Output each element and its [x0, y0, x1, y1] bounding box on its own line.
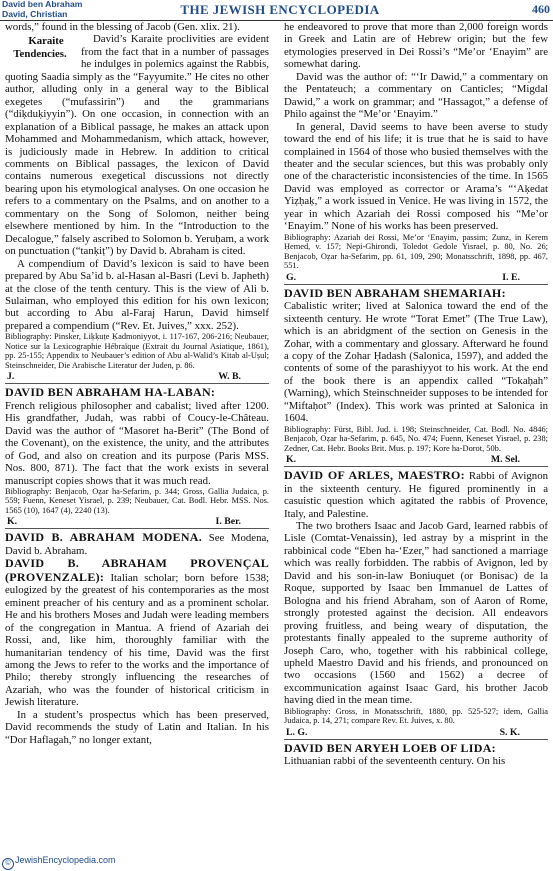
- left-column: [5, 21, 269, 851]
- paragraph: David was the author of: “‘Ir Dawid,” a commentary on the Pentateuch; a commentary on Canticles; “Migdal Dawid,” a work on grammar; and “Hassagot,” a defense of Philo against the “Me’or ‘Enayim.”: [284, 70, 548, 121]
- paragraph: A compendium of David’s lexicon is said to have been prepared by Abu Sa’id b. al-Hasan al-Basri (Levi b. Japheth) at the close of the tenth century. This is the view of Ali b. Sulaiman, who employed this edition for his own lexicon; but according to Abu al-Faraj Harun, David himself prepared a compendium (“Rev. Et. Juives,” xxx. 252).: [5, 257, 269, 332]
- bibliography: Bibliography: Benjacob, Oẓar ha-Sefarim, p. 344; Gross, Gallia Judaica, p. 559; Fuenn, Keneset Yisrael, p. 239; Neubauer, Cat. Bodl. Hebr. MSS. Nos. 1565 (10), 1647 (4), 2240 (13).: [5, 486, 269, 515]
- site-name: JewishEncyclopedia.com: [15, 855, 116, 865]
- cross-reference-text: See Modena, David b. Abraham.: [5, 532, 269, 557]
- cross-reference: [5, 531, 269, 557]
- paragraph: The two brothers Isaac and Jacob Gard, learned rabbis of Lisle (Comtat-Venaissin), led astray by a misprint in the rabbinical code “Eben ha-‘Ezer,” had sanctioned a marriage which was really forbidden. The rabbis of Avignon, led by David and his son-in-law Boniuquet (or Bonisac) de la Roque, supported by Isaac ben Immanuel de Lattes of Bologna and his friend Abraham, son of Aaron of Rome, strongly protested against the decision. All endeavors proving fruitless, and being weary of disputation, the protestants finally appealed to the supreme authority of Joseph Caro, who, together with his rabbinical college, upheld Maestro David and his friends, and pronounced on two occasions (1560 and 1562) a decree of excommunication against Isaac Gard, his brother Jacob having died in the mean time.: [284, 520, 548, 707]
- page-header: [0, 0, 553, 21]
- right-column: [284, 21, 548, 851]
- page-number: 460: [532, 2, 550, 16]
- paragraph-text: Rabbi of Avignon in the sixteenth century. He figured prominently in a casuistic question which agitated the rabbis of Provence, Italy, and Palestine.: [284, 470, 548, 520]
- signature-line: [284, 726, 548, 740]
- signature-left: J.: [7, 371, 15, 383]
- bibliography: Bibliography: Gross, in Monatsschrift, 1880, pp. 525-527; idem, Gallia Judaica, p. 14, 271; compare Rev. Et. Juives, x. 80.: [284, 706, 548, 726]
- paragraph: he endeavored to prove that more than 2,000 foreign words in Greek and Latin are of Hebrew origin; but the few etymologies preserved in Dei Rossi’s “Me’or ‘Enayim” are somewhat daring.: [284, 21, 548, 71]
- paragraph: In general, David seems to have been averse to study toward the end of his life; it is true that he is said to have complained in 1564 of those who busied themselves with the theater and the secular sciences, but this was probably only one of the characteristic inconsistencies of the time. In 1565 David was employed as corrector or Arama’s “‘Aḳedat Yiẓḥaḳ,” a work issued in Venice. He was living in 1572, the year in which Azariah dei Rossi composed his “Me’or ‘Enayim.” None of his works has been preserved.: [284, 120, 548, 233]
- bibliography: Bibliography: Azariah dei Rossi, Me’or ‘Enayim, passim; Zunz, in Kerem Ḥemed, v. 157; Nepi-Ghirondi, Toledot Gedole Yisrael, p. 80, No. 26; Benjacob, Oẓar ha-Sefarim, pp. 61, 109, 290; Monatsschrift, 1898, pp. 467, 551.: [284, 232, 548, 271]
- article-heading: [5, 386, 269, 399]
- signature-left: L. G.: [286, 726, 308, 738]
- signature-left: G.: [286, 271, 297, 283]
- signature-right: S. K.: [499, 726, 520, 738]
- running-head-first: David ben Abraham: [2, 0, 83, 9]
- copyright-icon: ©: [2, 858, 14, 870]
- article-heading: [284, 287, 548, 300]
- bibliography: Bibliography: Pinsker, Liḳḳuṭe Ḳadmoniyyot, i. 117-167, 206-216; Neubauer, Notice sur la Lexicographie Hébraïque (Extrait du Journal Asiatique, 1861), pp. 25-155; Appendix to Neubauer’s edition of Abu al-Walid’s Kitab al-Uṣul; Steinschneider, Die Arabische Literatur der Juden, p. 86.: [5, 332, 269, 370]
- paragraph: French religious philosopher and cabalist; lived after 1200. His grandfather, Judah, was rabbi of Coucy-le-Château. David was the author of “Masoret ha-Berit” (The Bond of the Covenant), on the existence, the unity, and the attributes of God, and also on creation and its purpose (Paris MSS. Nos. 800, 871). The fact that the work exists in several manuscript copies shows that it was much read.: [5, 399, 269, 487]
- article-heading: [284, 742, 548, 755]
- article-title: DAVID B. ABRAHAM MODENA.: [5, 530, 203, 545]
- signature-right: I. E.: [502, 271, 520, 283]
- side-heading: Karaite Tendencies.: [13, 35, 67, 60]
- article-title: DAVID BEN ARYEH LOEB OF LIDA:: [284, 740, 496, 755]
- paragraph-text: Italian scholar; born before 1538; eulogized by the greatest of his contemporaries as the most eminent preacher of his century and as a prominent scholar. He and his brothers Moses and Judah were leading members of the congregation in Mantua. A friend of Azariah dei Rossi, and, like him, thoroughly familiar with the humanitarian tendency of his time, David was the first among the Jews to refer to the works and the importance of Philo; thereby strongly influencing the researches of Azariah, who was the founder of historical criticism in Jewish literature.: [5, 571, 269, 709]
- signature-right: I. Ber.: [215, 516, 241, 528]
- bibliography: Bibliography: Fürst, Bibl. Jud. i. 198; Steinschneider, Cat. Bodl. No. 4846; Benjacob, Oẓar ha-Sefarim, p. 645, No. 474; Fuenn, Keneset Yisrael, p. 238; Zedner, Cat. Hebr. Books Brit. Mus. p. 197; Kore ha-Dorot, 50b.: [284, 424, 548, 453]
- signature-left: K.: [286, 454, 297, 466]
- article-title: DAVID BEN ABRAHAM SHEMARIAH:: [284, 285, 506, 300]
- article-title: DAVID B. ABRAHAM PROVENÇAL (PROVENZALE):: [5, 556, 269, 584]
- signature-right: M. Sel.: [490, 454, 520, 466]
- publication-title: THE JEWISH ENCYCLOPEDIA: [180, 2, 380, 17]
- paragraph: In a student’s prospectus which has been preserved, David recommends the study of Latin and Italian. In his “Dor Haflagah,” no longer extant,: [5, 708, 269, 746]
- signature-line: [5, 370, 269, 384]
- running-head-terms: [2, 0, 112, 19]
- paragraph: [284, 469, 548, 520]
- signature-line: [284, 453, 548, 467]
- paragraph: words,” found in the blessing of Jacob (Gen. xlix. 21).: [5, 21, 240, 33]
- page-footer: [0, 852, 553, 871]
- signature-left: K.: [7, 516, 18, 528]
- article-title: DAVID BEN ABRAHAM HA-LABAN:: [5, 385, 216, 400]
- paragraph: Lithuanian rabbi of the seventeenth century. On his: [284, 755, 506, 768]
- running-head-last: David, Christian: [2, 8, 68, 19]
- signature-right: W. B.: [218, 371, 241, 383]
- signature-line: [284, 271, 548, 285]
- signature-line: [5, 515, 269, 529]
- paragraph-text: David’s Karaite proclivities are evident from the fact that in a number of passages he indulges in polemics against the Rabbis, quoting Saadia simply as the “Fayyumite.” He cites no other author, alluding only in a general way to the Biblical exegetes (“mufassirin”) and the grammarians (“diḳduḳiyyin”). On one occasion, in connection with an explanation of a Biblical passage, he makes an attack upon Mohammed and Mohammedanism, which attack, however, is judiciously made in Hebrew. In addition to critical comments on Biblical passages, the lexicon of David contains numerous exegetical discussions not directly bearing upon his etymological analyses. On one occasion he refers to a commentary on the Psalms, and on another to a commentary on the Song of Solomon, neither being elsewhere mentioned by him. In the “Introduction to the Decalogue,” falsely ascribed to Solomon b. Yeruḥam, a work on punctuation (“tanḳiṭ”) by David b. Abraham is cited.: [5, 33, 269, 258]
- paragraph: Cabalistic writer; lived at Salonica toward the end of the sixteenth century. He wrote “Torat Emet” (The True Law), which is an abridgment of the section on Genesis in the Zohar, with a commentary and glossary. Afterward he found a copy of the Zohar Ḥadash (Salonica, 1597), and added the contents of some of the parashiyyot to his work. At the end of the book there is an appendix called “Tokaḥah” (Warning), which Steinschneider supposes to be intended for “Miftaḥot” (Index). This work was printed at Salonica in 1604.: [284, 300, 548, 425]
- paragraph: [5, 33, 269, 257]
- paragraph: [5, 557, 269, 708]
- site-link[interactable]: [2, 855, 116, 870]
- article-title: DAVID OF ARLES, MAESTRO:: [284, 468, 465, 483]
